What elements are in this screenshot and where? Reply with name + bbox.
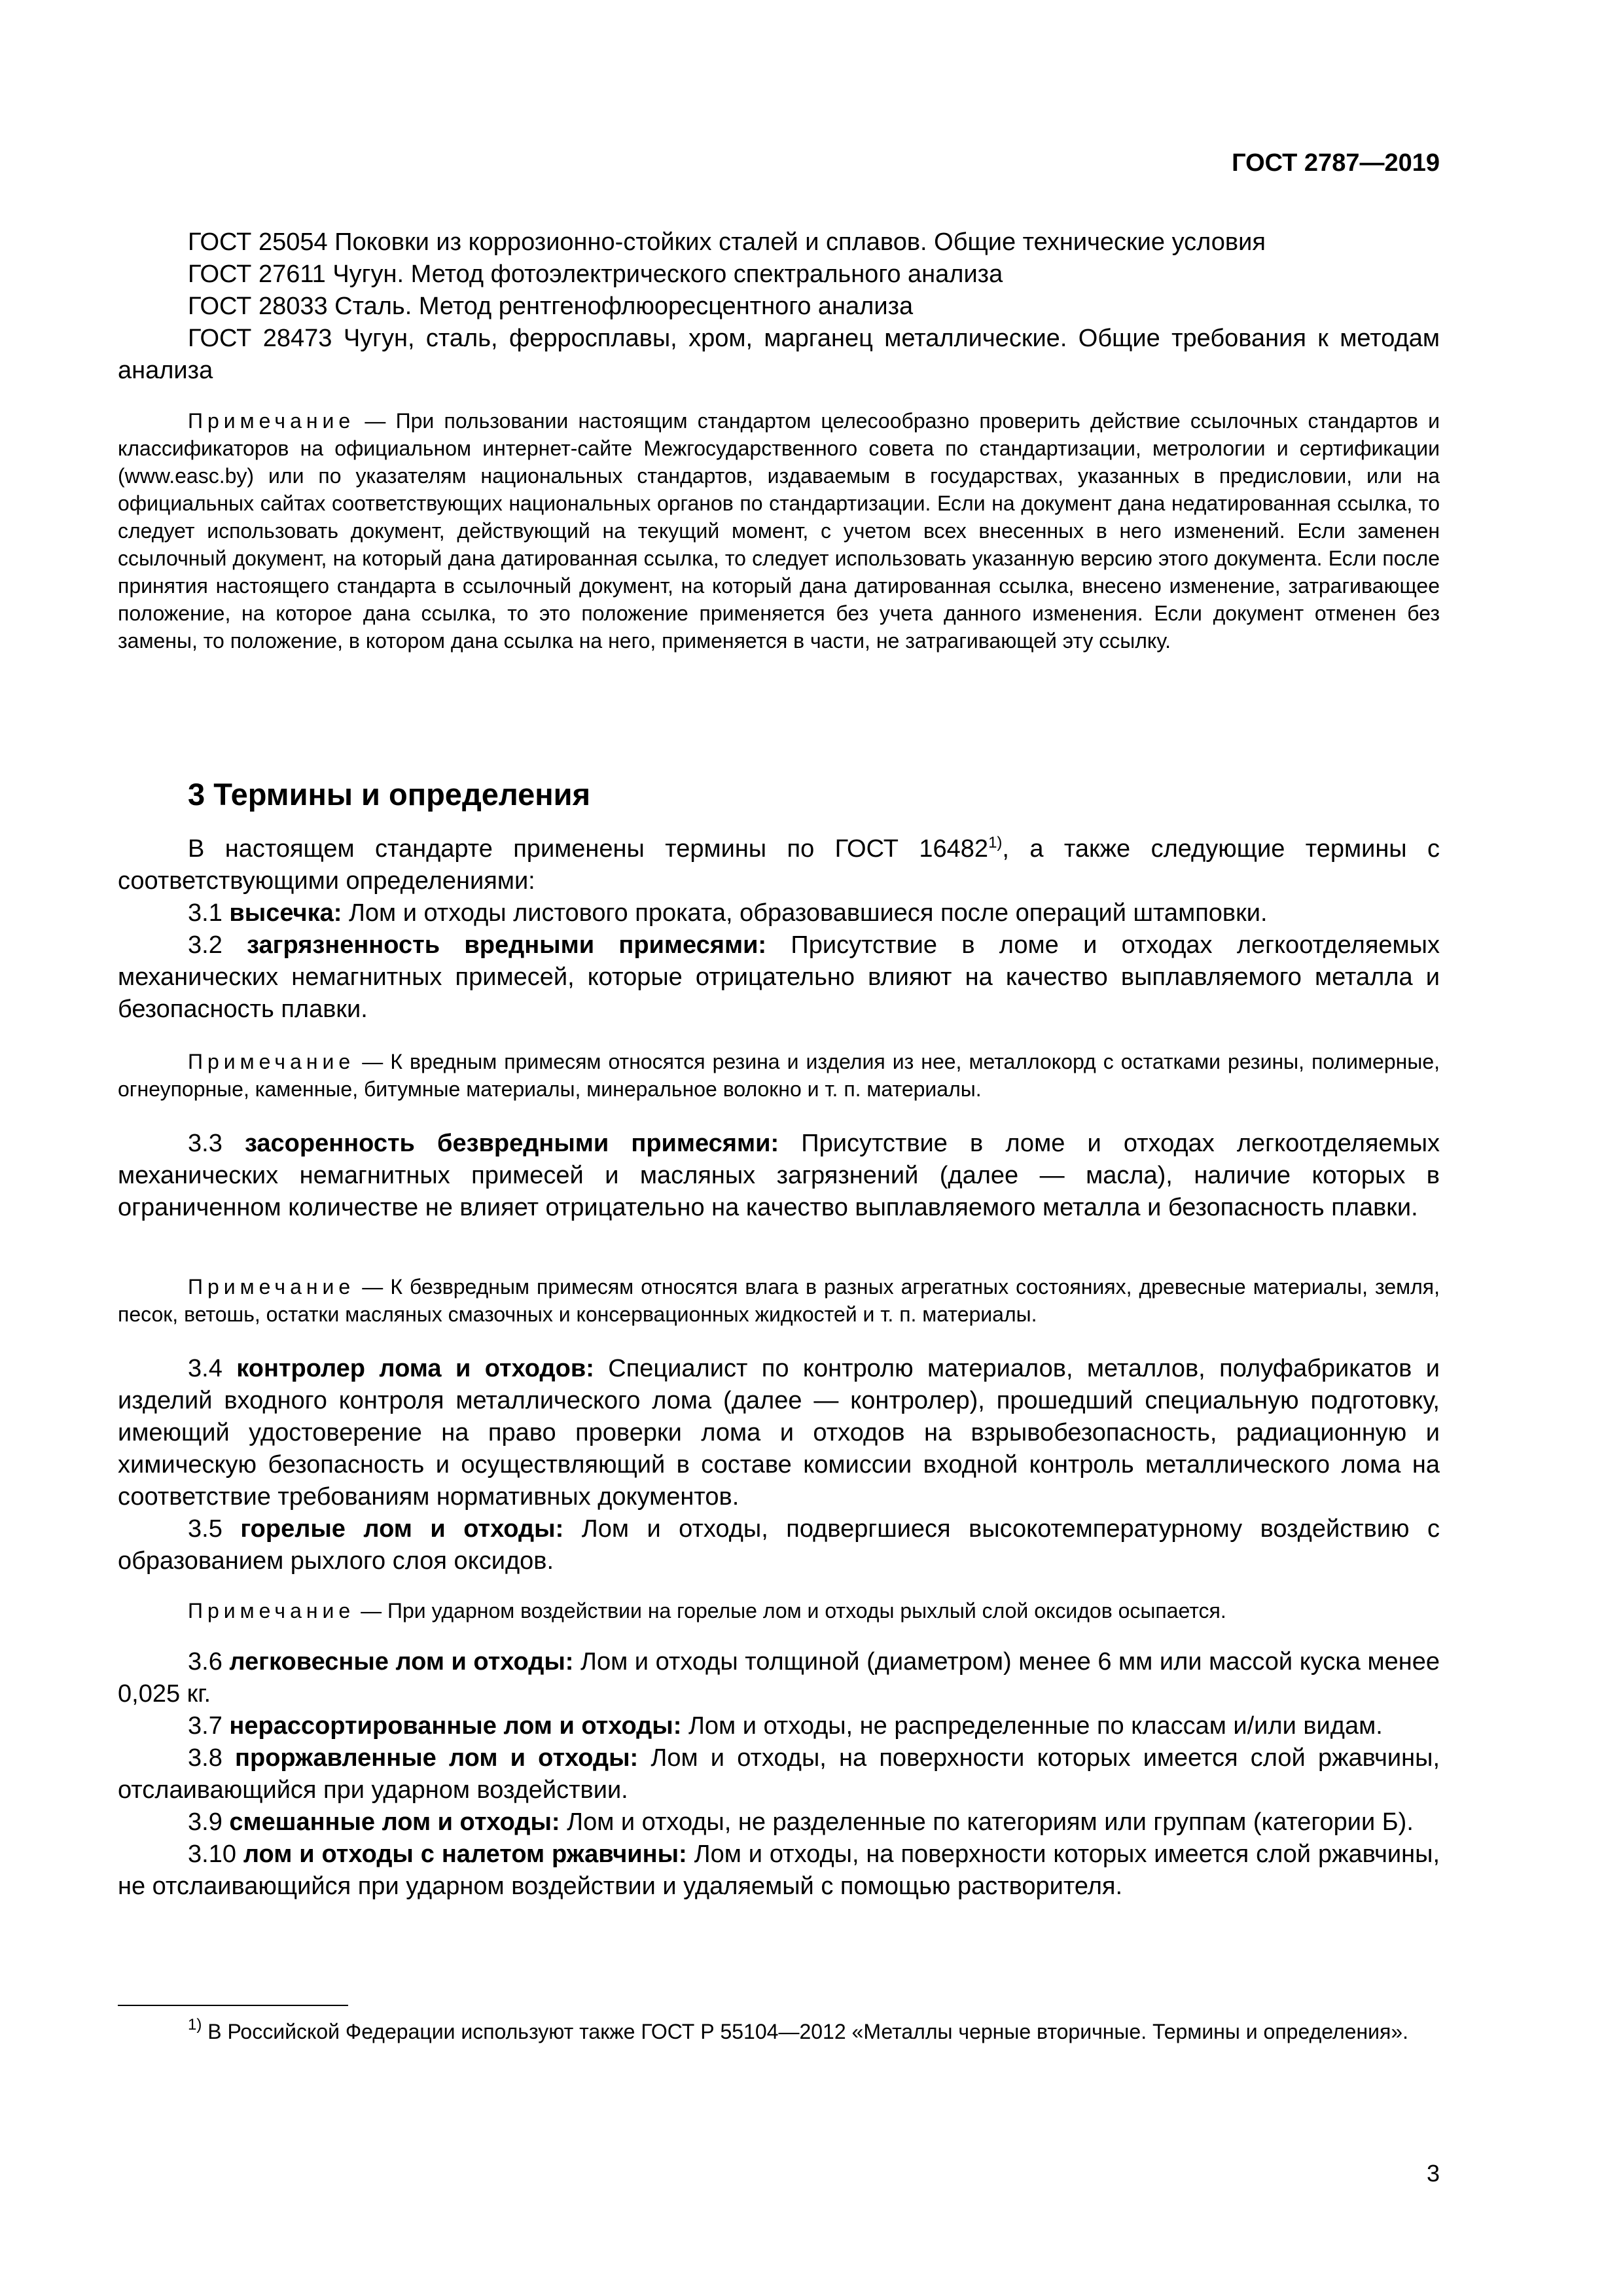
- term-name: легковесные лом и отходы:: [229, 1648, 574, 1676]
- note-text: При пользовании настоящим стандартом целесообразно проверить действие ссылочных стандартов и классификаторов на официальном интернет-сайте Межгосударственного совета по стандартизации, метрологии и сертификации (www.easc.by) или по указателям национальных стандартов, издаваемым в государствах, указанных в предисловии, или на официальных сайтах соответствующих национальных органов по стандартизации. Если на документ дана недатированная ссылка, то следует использовать документ, действующий на текущий момент, с учетом всех внесенных в него изменений. Если заменен ссылочный документ, на который дана датированная ссылка, то следует использовать указанную версию этого документа. Если после принятия настоящего стандарта в ссылочный документ, на который дана датированная ссылка, внесено изменение, затрагивающее положение, на которое дана ссылка, то это положение применяется без учета данного изменения. Если документ отменен без замены, то положение, в котором дана ссылка на него, применяется в части, не затрагивающей эту ссылку.: [118, 409, 1440, 653]
- footnote-ref: 1): [988, 834, 1003, 852]
- footnote: [118, 2018, 1440, 2045]
- term-3-7: 3.7 нерассортированные лом и отходы: Лом и отходы, не распределенные по классам и/или видам.: [188, 1712, 1383, 1740]
- term-definition: Лом и отходы, не распределенные по классам и/или видам.: [688, 1712, 1383, 1740]
- note-label: Примечание: [188, 1275, 355, 1299]
- term-definition: Лом и отходы листового проката, образовавшиеся после операций штамповки.: [348, 899, 1268, 927]
- terms-block-4: [118, 1646, 1440, 1903]
- term-definition: Лом и отходы, на поверхности которых имеется слой ржавчины, отслаивающийся при ударном воздействии.: [118, 1744, 1440, 1804]
- term-3-4: 3.4 контролер лома и отходов: Специалист по контролю материалов, металлов, полуфабрикатов и изделий входного контроля металлического лома (далее — контролер), прошедший специальную подготовку, имеющий удостоверение на право проверки лома и отходов на взрывобезопасность, радиационную и химическую безопасность и осуществляющий в составе комиссии входной контроль металлического лома на соответствие требованиям нормативных документов.: [118, 1355, 1440, 1511]
- terms-block-2: [118, 1128, 1440, 1224]
- term-name: проржавленные лом и отходы:: [235, 1744, 639, 1772]
- note-label: Примечание: [188, 409, 355, 433]
- term-3-8: 3.8 проржавленные лом и отходы: Лом и отходы, на поверхности которых имеется слой ржавчины, отслаивающийся при ударном воздействии.: [118, 1744, 1440, 1804]
- note-text: При ударном воздействии на горелые лом и отходы рыхлый слой оксидов осыпается.: [387, 1599, 1226, 1623]
- reference-item: ГОСТ 25054 Поковки из коррозионно-стойких сталей и сплавов. Общие технические условия: [188, 228, 1266, 256]
- term-definition: Специалист по контролю материалов, металлов, полуфабрикатов и изделий входного контроля металлического лома (далее — контролер), прошедший специальную подготовку, имеющий удостоверение на право проверки лома и отходов на взрывобезопасность, радиационную и химическую безопасность и осуществляющий в составе комиссии входной контроль металлического лома на соответствие требованиям нормативных документов.: [118, 1355, 1440, 1511]
- term-3-2: 3.2 загрязненность вредными примесями: Присутствие в ломе и отходах легкоотделяемых механических немагнитных примесей, которые отрицательно влияют на качество выплавляемого металла и безопасность плавки.: [118, 931, 1440, 1023]
- note-label: Примечание: [188, 1050, 355, 1073]
- term-3-6: 3.6 легковесные лом и отходы: Лом и отходы толщиной (диаметром) менее 6 мм или массой куска менее 0,025 кг.: [118, 1648, 1440, 1708]
- term-definition: Лом и отходы, не разделенные по категориям или группам (категории Б).: [567, 1808, 1414, 1836]
- footnote-divider: [118, 2005, 348, 2006]
- reference-item: ГОСТ 27611 Чугун. Метод фотоэлектрического спектрального анализа: [188, 260, 1003, 288]
- section-intro: В настоящем стандарте применены термины по ГОСТ 16482$^{1)}$, а также следующие термины с соответствующими определениями:: [118, 834, 1440, 895]
- document-code: ГОСТ 2787—2019: [1232, 149, 1440, 177]
- term-3-5: 3.5 горелые лом и отходы: Лом и отходы, подвергшиеся высокотемпературному воздействию с образованием рыхлого слоя оксидов.: [118, 1515, 1440, 1575]
- page-number: 3: [1426, 2160, 1440, 2187]
- note-text: К безвредным примесям относятся влага в разных агрегатных состояниях, древесные материалы, земля, песок, ветошь, остатки масляных смазочных и консервационных жидкостей и т. п. материалы.: [118, 1275, 1440, 1326]
- term-definition: Лом и отходы толщиной (диаметром) менее 6 мм или массой куска менее 0,025 кг.: [118, 1648, 1440, 1708]
- reference-item: ГОСТ 28473 Чугун, сталь, ферросплавы, хром, марганец металлические. Общие требования к методам анализа: [118, 325, 1440, 384]
- term-name: смешанные лом и отходы:: [229, 1808, 560, 1836]
- term-definition: Лом и отходы, подвергшиеся высокотемпературному воздействию с образованием рыхлого слоя оксидов.: [118, 1515, 1440, 1575]
- references-list: [118, 226, 1440, 387]
- term-3-9: 3.9 смешанные лом и отходы: Лом и отходы, не разделенные по категориям или группам (категории Б).: [188, 1808, 1414, 1836]
- term-name: горелые лом и отходы:: [240, 1515, 564, 1543]
- note-dash: —: [355, 409, 396, 433]
- footnote-marker: 1): [188, 2016, 202, 2034]
- note-burnt-scrap: Примечание — При ударном воздействии на горелые лом и отходы рыхлый слой оксидов осыпается.: [188, 1599, 1226, 1623]
- note-references: [118, 407, 1440, 655]
- footnote-text: В Российской Федерации используют также ГОСТ Р 55104—2012 «Металлы черные вторичные. Термины и определения».: [202, 2020, 1408, 2043]
- term-definition: Присутствие в ломе и отходах легкоотделяемых механических немагнитных примесей, которые отрицательно влияют на качество выплавляемого металла и безопасность плавки.: [118, 931, 1440, 1023]
- reference-item: ГОСТ 28033 Сталь. Метод рентгенофлюоресцентного анализа: [188, 293, 914, 320]
- section-title: 3 Термины и определения: [188, 777, 590, 812]
- terms-block-3: [118, 1353, 1440, 1577]
- note-label: Примечание: [188, 1599, 355, 1623]
- term-definition: Присутствие в ломе и отходах легкоотделяемых механических немагнитных примесей и масляных загрязнений (далее — масла), наличие которых в ограниченном количестве не влияет отрицательно на качество выплавляемого металла и безопасность плавки.: [118, 1130, 1440, 1221]
- term-3-3: 3.3 засоренность безвредными примесями: Присутствие в ломе и отходах легкоотделяемых механических немагнитных примесей и масляных загрязнений (далее — масла), наличие которых в ограниченном количестве не влияет отрицательно на качество выплавляемого металла и безопасность плавки.: [118, 1130, 1440, 1221]
- term-name: нерассортированные лом и отходы:: [229, 1712, 682, 1740]
- term-name: засоренность безвредными примесями:: [244, 1130, 779, 1157]
- term-name: высечка:: [229, 899, 342, 927]
- term-name: контролер лома и отходов:: [236, 1355, 594, 1382]
- term-3-1: 3.1 высечка: Лом и отходы листового проката, образовавшиеся после операций штамповки.: [188, 899, 1268, 927]
- terms-block-1: [118, 833, 1440, 1026]
- note-text: К вредным примесям относятся резина и изделия из нее, металлокорд с остатками резины, полимерные, огнеупорные, каменные, битумные материалы, минеральное волокно и т. п. материалы.: [118, 1050, 1440, 1101]
- note-harmful-impurities: Примечание — К вредным примесям относятся резина и изделия из нее, металлокорд с остатками резины, полимерные, огнеупорные, каменные, битумные материалы, минеральное волокно и т. п. материалы.: [118, 1050, 1440, 1101]
- note-harmless-impurities: Примечание — К безвредным примесям относятся влага в разных агрегатных состояниях, древесные материалы, земля, песок, ветошь, остатки масляных смазочных и консервационных жидкостей и т. п. материалы.: [118, 1275, 1440, 1326]
- term-name: загрязненность вредными примесями:: [247, 931, 767, 959]
- term-3-10: 3.10 лом и отходы с налетом ржавчины: Лом и отходы, на поверхности которых имеется слой ржавчины, не отслаивающийся при ударном воздействии и удаляемый с помощью растворителя.: [118, 1840, 1440, 1900]
- term-name: лом и отходы с налетом ржавчины:: [243, 1840, 687, 1868]
- term-definition: Лом и отходы, на поверхности которых имеется слой ржавчины, не отслаивающийся при ударном воздействии и удаляемый с помощью растворителя.: [118, 1840, 1440, 1900]
